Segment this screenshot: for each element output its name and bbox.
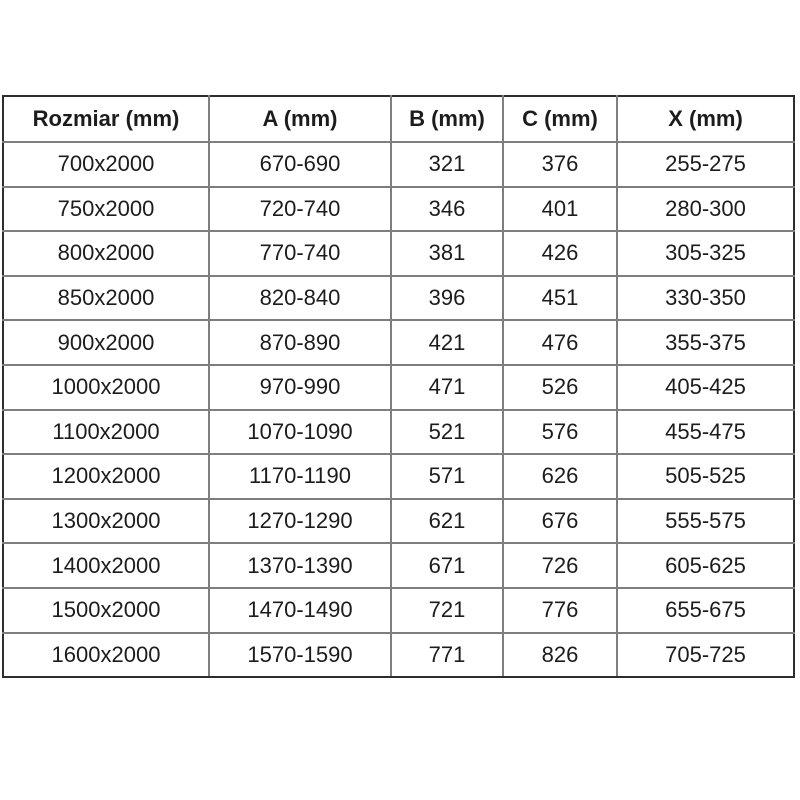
table-row	[3, 276, 794, 321]
cell: 720-740	[209, 187, 391, 232]
cell: 255-275	[617, 142, 794, 187]
column-header: C (mm)	[503, 96, 617, 142]
table-header-row	[3, 96, 794, 142]
column-header: B (mm)	[391, 96, 503, 142]
cell: 970-990	[209, 365, 391, 410]
table-row	[3, 588, 794, 633]
cell: 555-575	[617, 499, 794, 544]
cell: 626	[503, 454, 617, 499]
cell: 820-840	[209, 276, 391, 321]
table-row	[3, 633, 794, 678]
cell: 321	[391, 142, 503, 187]
table-row	[3, 410, 794, 455]
cell: 605-625	[617, 543, 794, 588]
column-header: Rozmiar (mm)	[3, 96, 209, 142]
cell: 655-675	[617, 588, 794, 633]
table-row	[3, 142, 794, 187]
cell: 826	[503, 633, 617, 678]
cell: 1370-1390	[209, 543, 391, 588]
cell: 700x2000	[3, 142, 209, 187]
cell: 381	[391, 231, 503, 276]
cell: 396	[391, 276, 503, 321]
cell: 900x2000	[3, 320, 209, 365]
cell: 671	[391, 543, 503, 588]
cell: 1200x2000	[3, 454, 209, 499]
table-row	[3, 543, 794, 588]
cell: 576	[503, 410, 617, 455]
cell: 505-525	[617, 454, 794, 499]
cell: 1070-1090	[209, 410, 391, 455]
cell: 750x2000	[3, 187, 209, 232]
cell: 526	[503, 365, 617, 410]
table-row	[3, 231, 794, 276]
cell: 1270-1290	[209, 499, 391, 544]
cell: 471	[391, 365, 503, 410]
cell: 1400x2000	[3, 543, 209, 588]
table-row	[3, 187, 794, 232]
cell: 770-740	[209, 231, 391, 276]
cell: 405-425	[617, 365, 794, 410]
cell: 355-375	[617, 320, 794, 365]
column-header: X (mm)	[617, 96, 794, 142]
cell: 451	[503, 276, 617, 321]
cell: 476	[503, 320, 617, 365]
cell: 1570-1590	[209, 633, 391, 678]
cell: 800x2000	[3, 231, 209, 276]
table-row	[3, 365, 794, 410]
cell: 1000x2000	[3, 365, 209, 410]
cell: 1100x2000	[3, 410, 209, 455]
cell: 521	[391, 410, 503, 455]
cell: 376	[503, 142, 617, 187]
cell: 670-690	[209, 142, 391, 187]
cell: 776	[503, 588, 617, 633]
cell: 1500x2000	[3, 588, 209, 633]
cell: 401	[503, 187, 617, 232]
cell: 621	[391, 499, 503, 544]
cell: 721	[391, 588, 503, 633]
cell: 280-300	[617, 187, 794, 232]
cell: 1600x2000	[3, 633, 209, 678]
cell: 705-725	[617, 633, 794, 678]
table-row	[3, 320, 794, 365]
cell: 1170-1190	[209, 454, 391, 499]
cell: 426	[503, 231, 617, 276]
cell: 676	[503, 499, 617, 544]
table-row	[3, 499, 794, 544]
cell: 421	[391, 320, 503, 365]
cell: 726	[503, 543, 617, 588]
table-header	[3, 96, 794, 142]
table-row	[3, 454, 794, 499]
table-body	[3, 142, 794, 677]
cell: 346	[391, 187, 503, 232]
column-header: A (mm)	[209, 96, 391, 142]
cell: 1470-1490	[209, 588, 391, 633]
cell: 330-350	[617, 276, 794, 321]
dimensions-table	[2, 95, 795, 678]
cell: 870-890	[209, 320, 391, 365]
cell: 571	[391, 454, 503, 499]
cell: 455-475	[617, 410, 794, 455]
cell: 305-325	[617, 231, 794, 276]
cell: 771	[391, 633, 503, 678]
cell: 1300x2000	[3, 499, 209, 544]
cell: 850x2000	[3, 276, 209, 321]
